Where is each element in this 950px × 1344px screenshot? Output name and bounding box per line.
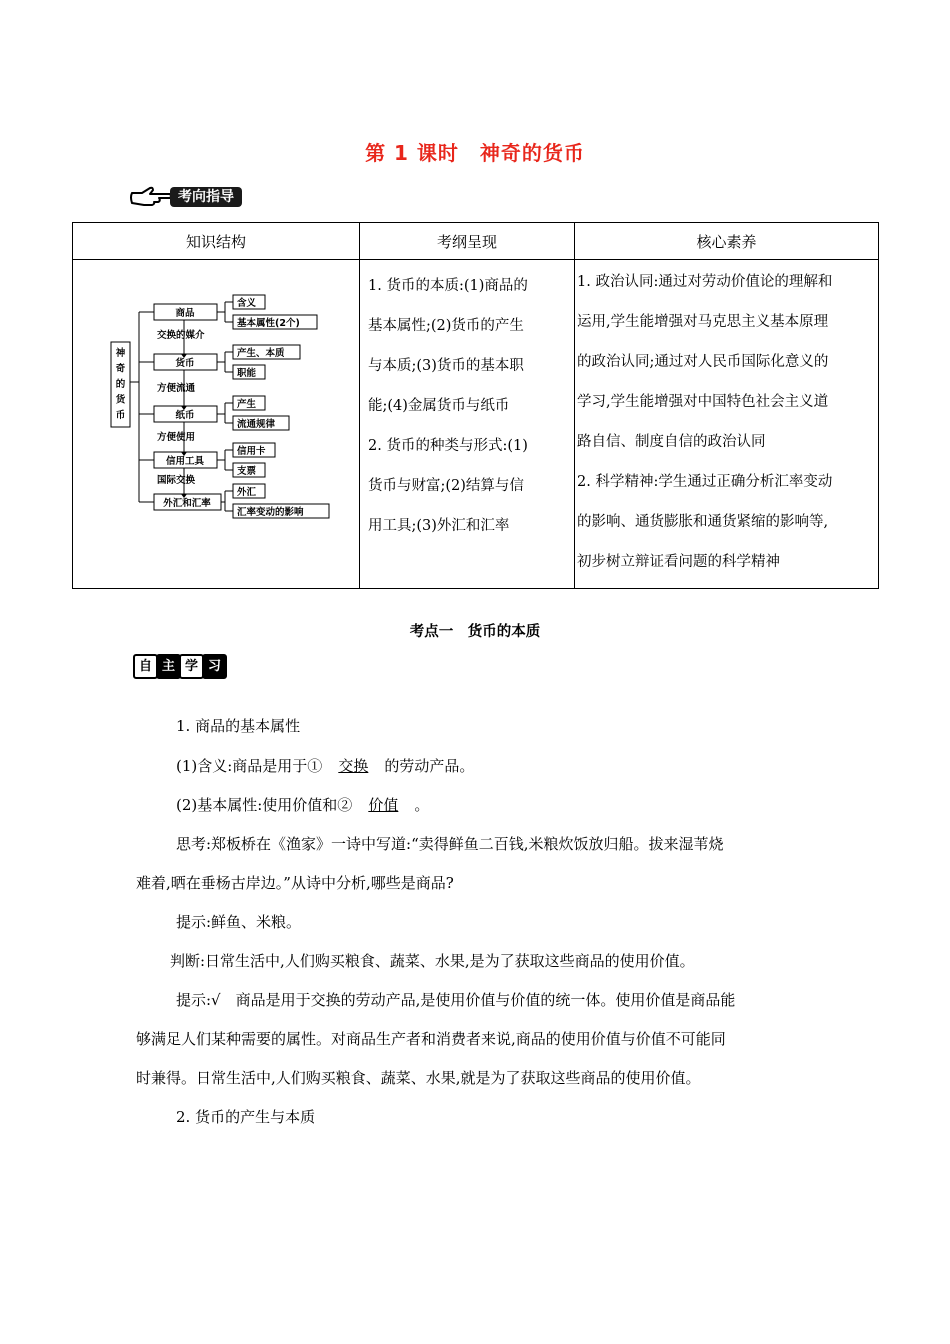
literacy-line: 学习,学生能增强对中国特色社会主义道 (577, 394, 829, 410)
literacy-line: 2. 科学精神:学生通过正确分析汇率变动 (577, 474, 833, 490)
diagram-leaf: 流通规律 (237, 419, 276, 430)
pointing-hand-icon (128, 185, 172, 209)
syllabus-line: 能;(4)金属货币与纸币 (368, 398, 510, 414)
study-badge-char: 自 (133, 654, 158, 679)
definition-text: (1)含义:商品是用于① (176, 757, 323, 775)
page-title: 第 1 课时 神奇的货币 (365, 141, 585, 165)
literacy-line: 初步树立辩证看问题的科学精神 (577, 554, 780, 570)
diagram-link-label: 国际交换 (157, 475, 196, 486)
heading-money-origin: 2. 货币的产生与本质 (176, 1108, 316, 1126)
diagram-link-label: 交换的媒介 (157, 330, 205, 341)
literacy-line: 1. 政治认同:通过对劳动价值论的理解和 (577, 274, 833, 290)
diagram-node: 外汇和汇率 (163, 498, 211, 509)
literacy-line: 运用,学生能增强对马克思主义基本原理 (577, 314, 829, 330)
diagram-leaf: 含义 (237, 298, 257, 309)
study-badge-char: 主 (156, 654, 181, 679)
diagram-node: 信用工具 (165, 456, 205, 467)
diagram-root-char: 神 (115, 348, 126, 359)
heading-commodity-attributes: 1. 商品的基本属性 (176, 717, 301, 735)
diagram-root-char: 的 (115, 379, 126, 390)
judgment-hint-cont: 够满足人们某种需要的属性。对商品生产者和消费者来说,商品的使用价值与价值不可能同 (136, 1030, 726, 1048)
knowledge-diagram (109, 292, 339, 532)
think-question-cont: 难着,晒在垂杨古岸边。”从诗中分析,哪些是商品? (136, 874, 454, 892)
guide-table (72, 222, 879, 589)
diagram-node: 货币 (175, 358, 195, 369)
syllabus-line: 与本质;(3)货币的基本职 (368, 358, 524, 374)
definition-text-end: 的劳动产品。 (384, 757, 475, 775)
study-badge-char: 习 (202, 654, 227, 679)
hint-answer: 提示:鲜鱼、米粮。 (176, 913, 302, 931)
diagram-leaf: 汇率变动的影响 (237, 507, 304, 518)
diagram-link-label: 方便流通 (157, 383, 196, 394)
syllabus-line: 货币与财富;(2)结算与信 (368, 478, 524, 494)
guide-badge-label: 考向指导 (170, 187, 242, 207)
diagram-leaf: 职能 (237, 368, 257, 379)
diagram-root-char: 币 (115, 410, 126, 421)
attributes-text-end: 。 (414, 796, 430, 814)
diagram-link-label: 方便使用 (157, 432, 196, 443)
definition-line (176, 755, 474, 776)
header-syllabus: 考纲呈现 (360, 223, 575, 260)
blank-answer-1: 交换 (338, 757, 369, 775)
diagram-leaf: 产生、本质 (237, 348, 285, 359)
self-study-badge (133, 654, 225, 679)
judgment-hint-cont2: 时兼得。日常生活中,人们购买粮食、蔬菜、水果,就是为了获取这些商品的使用价值。 (136, 1069, 701, 1087)
diagram-node: 纸币 (175, 410, 195, 421)
diagram-leaf: 支票 (237, 466, 257, 477)
core-literacy-cell (575, 260, 879, 589)
diagram-node: 商品 (175, 308, 195, 319)
study-badge-char: 学 (179, 654, 204, 679)
think-question: 思考:郑板桥在《渔家》一诗中写道:“卖得鲜鱼二百钱,米粮炊饭放归船。拔来湿苇烧 (176, 835, 724, 853)
judgment-question: 判断:日常生活中,人们购买粮食、蔬菜、水果,是为了获取这些商品的使用价值。 (170, 952, 695, 970)
diagram-leaf: 信用卡 (237, 446, 266, 457)
diagram-leaf: 外汇 (237, 487, 257, 498)
header-knowledge-structure: 知识结构 (73, 223, 360, 260)
literacy-line: 的政治认同;通过对人民币国际化意义的 (577, 354, 829, 370)
literacy-line: 路自信、制度自信的政治认同 (577, 434, 766, 450)
syllabus-line: 2. 货币的种类与形式:(1) (368, 438, 528, 454)
header-core-literacy: 核心素养 (575, 223, 879, 260)
syllabus-cell (360, 260, 575, 589)
diagram-leaf: 基本属性(2个) (237, 318, 300, 329)
knowledge-structure-cell (73, 260, 360, 589)
diagram-root-char: 奇 (115, 363, 126, 375)
attributes-line (176, 794, 429, 815)
attributes-text: (2)基本属性:使用价值和② (176, 796, 353, 814)
blank-answer-2: 价值 (368, 796, 399, 814)
syllabus-line: 1. 货币的本质:(1)商品的 (368, 278, 528, 294)
judgment-hint: 提示:√ 商品是用于交换的劳动产品,是使用价值与价值的统一体。使用价值是商品能 (176, 991, 736, 1009)
section-title: 考点一 货币的本质 (409, 624, 541, 640)
syllabus-line: 用工具;(3)外汇和汇率 (368, 518, 510, 534)
literacy-line: 的影响、通货膨胀和通货紧缩的影响等, (577, 514, 829, 530)
diagram-root-char: 货 (115, 394, 126, 406)
syllabus-line: 基本属性;(2)货币的产生 (368, 318, 524, 334)
diagram-leaf: 产生 (237, 399, 257, 410)
